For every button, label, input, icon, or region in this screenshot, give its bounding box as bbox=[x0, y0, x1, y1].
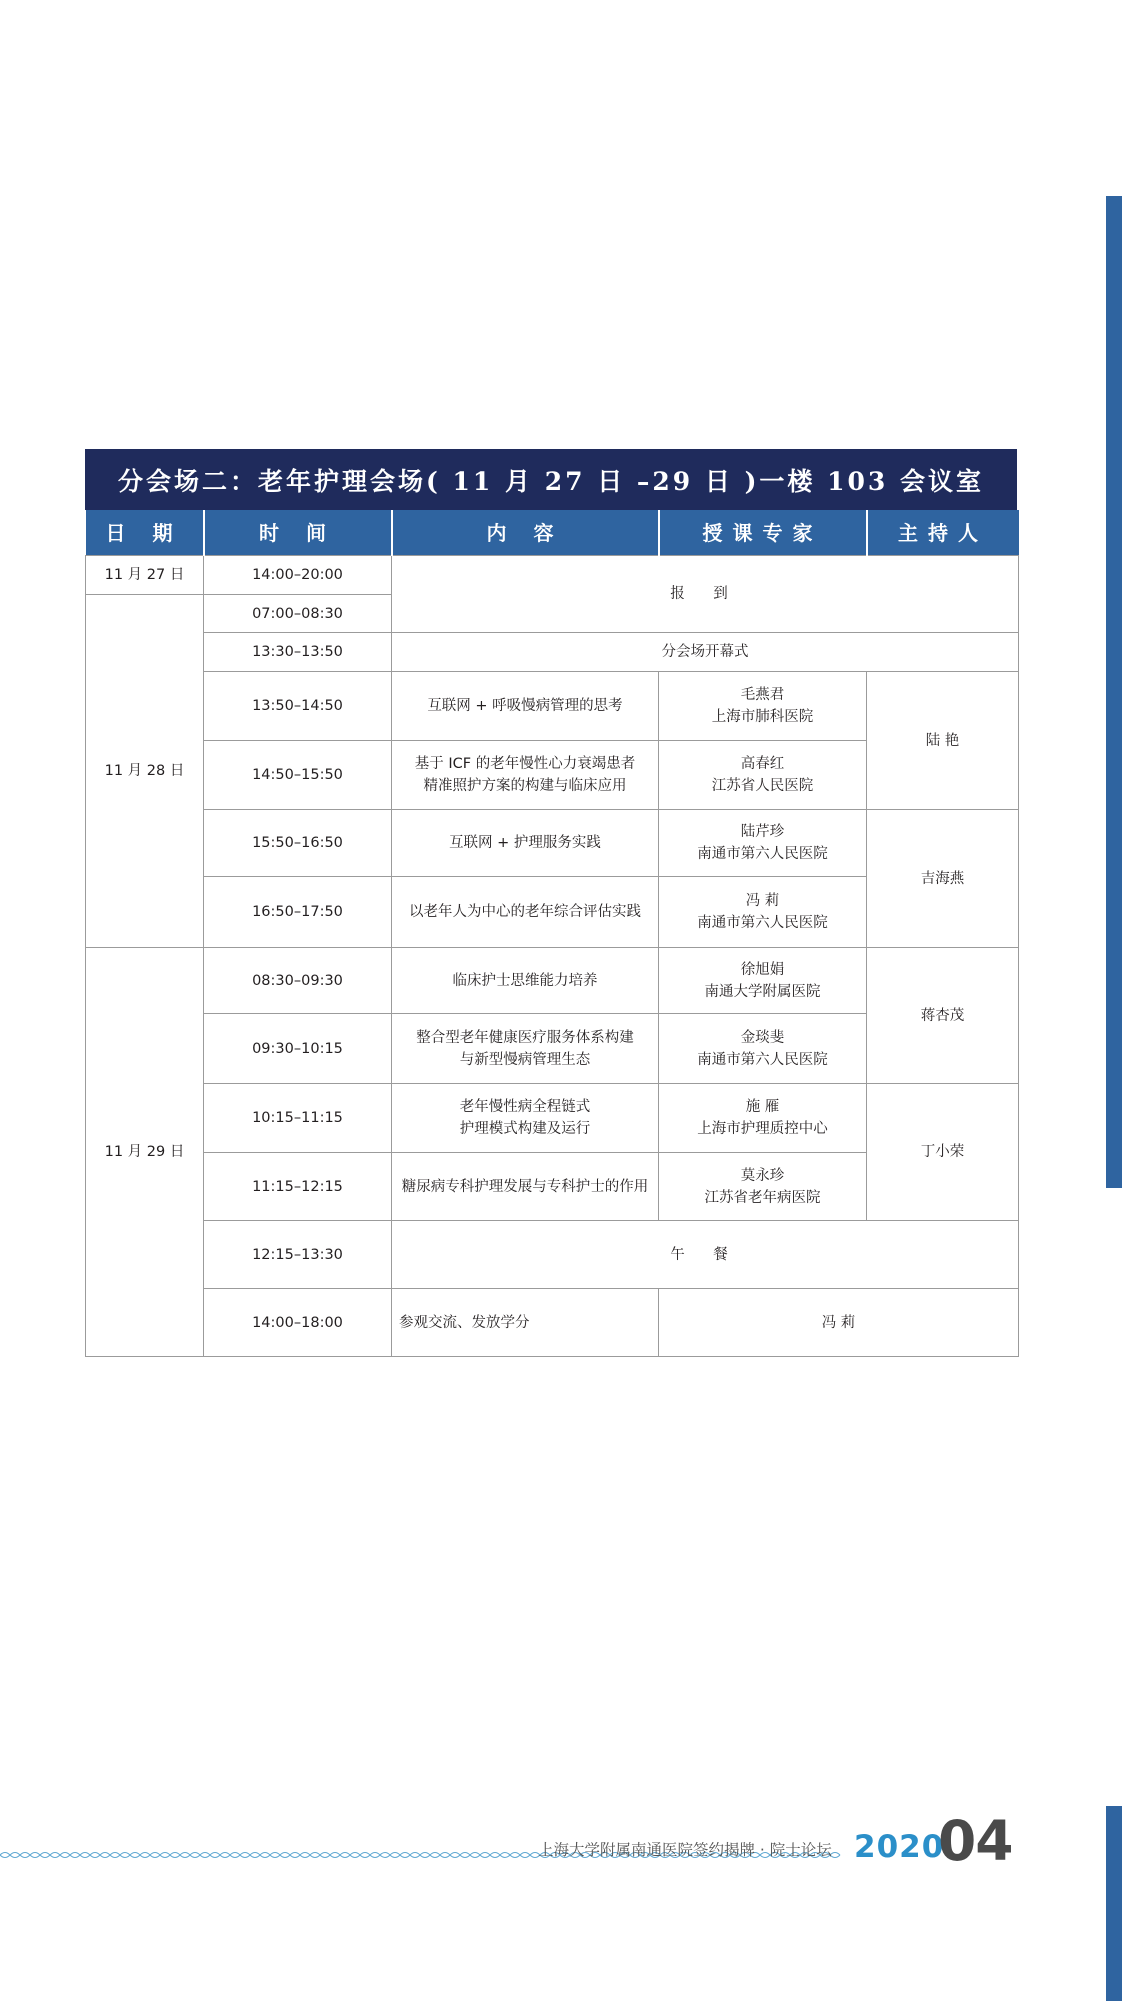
table-row bbox=[86, 1084, 1019, 1153]
table-row bbox=[86, 633, 1019, 672]
footer-year: 2020 bbox=[854, 1829, 945, 1865]
schedule-title: 分会场二：老年护理会场( 11 月 27 日 –29 日 )一楼 103 会议室 bbox=[85, 449, 1017, 510]
table-row bbox=[86, 810, 1019, 877]
date-cell: 11 月 29 日 bbox=[86, 948, 204, 1357]
side-accent-bar-top bbox=[1106, 196, 1122, 1188]
host-cell: 蒋杏茂 bbox=[867, 948, 1019, 1084]
table-header-row bbox=[86, 510, 1019, 556]
table-row bbox=[86, 556, 1019, 595]
content-cell: 参观交流、发放学分 bbox=[392, 1289, 659, 1357]
speaker-cell: 陆芹珍 南通市第六人民医院 bbox=[659, 810, 867, 877]
time-cell: 10:15–11:15 bbox=[204, 1084, 392, 1153]
content-cell: 互联网 + 呼吸慢病管理的思考 bbox=[392, 672, 659, 741]
time-cell: 14:50–15:50 bbox=[204, 741, 392, 810]
lunch-cell: 午 餐 bbox=[392, 1221, 1019, 1289]
speaker-cell: 毛燕君 上海市肺科医院 bbox=[659, 672, 867, 741]
content-cell: 基于 ICF 的老年慢性心力衰竭患者 精准照护方案的构建与临床应用 bbox=[392, 741, 659, 810]
speaker-cell: 冯 莉 bbox=[659, 1289, 1019, 1357]
table-row bbox=[86, 672, 1019, 741]
schedule-table bbox=[85, 510, 1019, 1357]
opening-ceremony-cell: 分会场开幕式 bbox=[392, 633, 1019, 672]
host-cell: 丁小荣 bbox=[867, 1084, 1019, 1221]
time-cell: 15:50–16:50 bbox=[204, 810, 392, 877]
date-cell: 11 月 28 日 bbox=[86, 595, 204, 948]
time-cell: 14:00–18:00 bbox=[204, 1289, 392, 1357]
table-row bbox=[86, 1289, 1019, 1357]
content-cell: 临床护士思维能力培养 bbox=[392, 948, 659, 1014]
content-cell: 老年慢性病全程链式 护理模式构建及运行 bbox=[392, 1084, 659, 1153]
time-cell: 12:15–13:30 bbox=[204, 1221, 392, 1289]
speaker-cell: 冯 莉 南通市第六人民医院 bbox=[659, 877, 867, 948]
time-cell: 13:30–13:50 bbox=[204, 633, 392, 672]
page-number: 04 bbox=[938, 1809, 1013, 1873]
side-accent-bar-bottom bbox=[1106, 1806, 1122, 2001]
time-cell: 16:50–17:50 bbox=[204, 877, 392, 948]
content-cell: 整合型老年健康医疗服务体系构建 与新型慢病管理生态 bbox=[392, 1014, 659, 1084]
table-row bbox=[86, 1221, 1019, 1289]
time-cell: 14:00–20:00 bbox=[204, 556, 392, 595]
time-cell: 07:00–08:30 bbox=[204, 595, 392, 633]
host-cell: 陆 艳 bbox=[867, 672, 1019, 810]
header-host: 主持人 bbox=[867, 510, 1019, 556]
time-cell: 11:15–12:15 bbox=[204, 1153, 392, 1221]
speaker-cell: 施 雁 上海市护理质控中心 bbox=[659, 1084, 867, 1153]
date-cell: 11 月 27 日 bbox=[86, 556, 204, 595]
header-speaker: 授课专家 bbox=[659, 510, 867, 556]
footer-event-title: 上海大学附属南通医院签约揭牌 · 院士论坛 bbox=[538, 1841, 832, 1859]
content-cell: 互联网 + 护理服务实践 bbox=[392, 810, 659, 877]
time-cell: 08:30–09:30 bbox=[204, 948, 392, 1014]
speaker-cell: 莫永珍 江苏省老年病医院 bbox=[659, 1153, 867, 1221]
time-cell: 13:50–14:50 bbox=[204, 672, 392, 741]
header-time: 时 间 bbox=[204, 510, 392, 556]
registration-cell: 报 到 bbox=[392, 556, 1019, 633]
content-cell: 糖尿病专科护理发展与专科护士的作用 bbox=[392, 1153, 659, 1221]
speaker-cell: 高春红 江苏省人民医院 bbox=[659, 741, 867, 810]
host-cell: 吉海燕 bbox=[867, 810, 1019, 948]
content-cell: 以老年人为中心的老年综合评估实践 bbox=[392, 877, 659, 948]
table-row bbox=[86, 948, 1019, 1014]
header-date: 日 期 bbox=[86, 510, 204, 556]
header-content: 内 容 bbox=[392, 510, 659, 556]
time-cell: 09:30–10:15 bbox=[204, 1014, 392, 1084]
speaker-cell: 徐旭娟 南通大学附属医院 bbox=[659, 948, 867, 1014]
speaker-cell: 金琰斐 南通市第六人民医院 bbox=[659, 1014, 867, 1084]
